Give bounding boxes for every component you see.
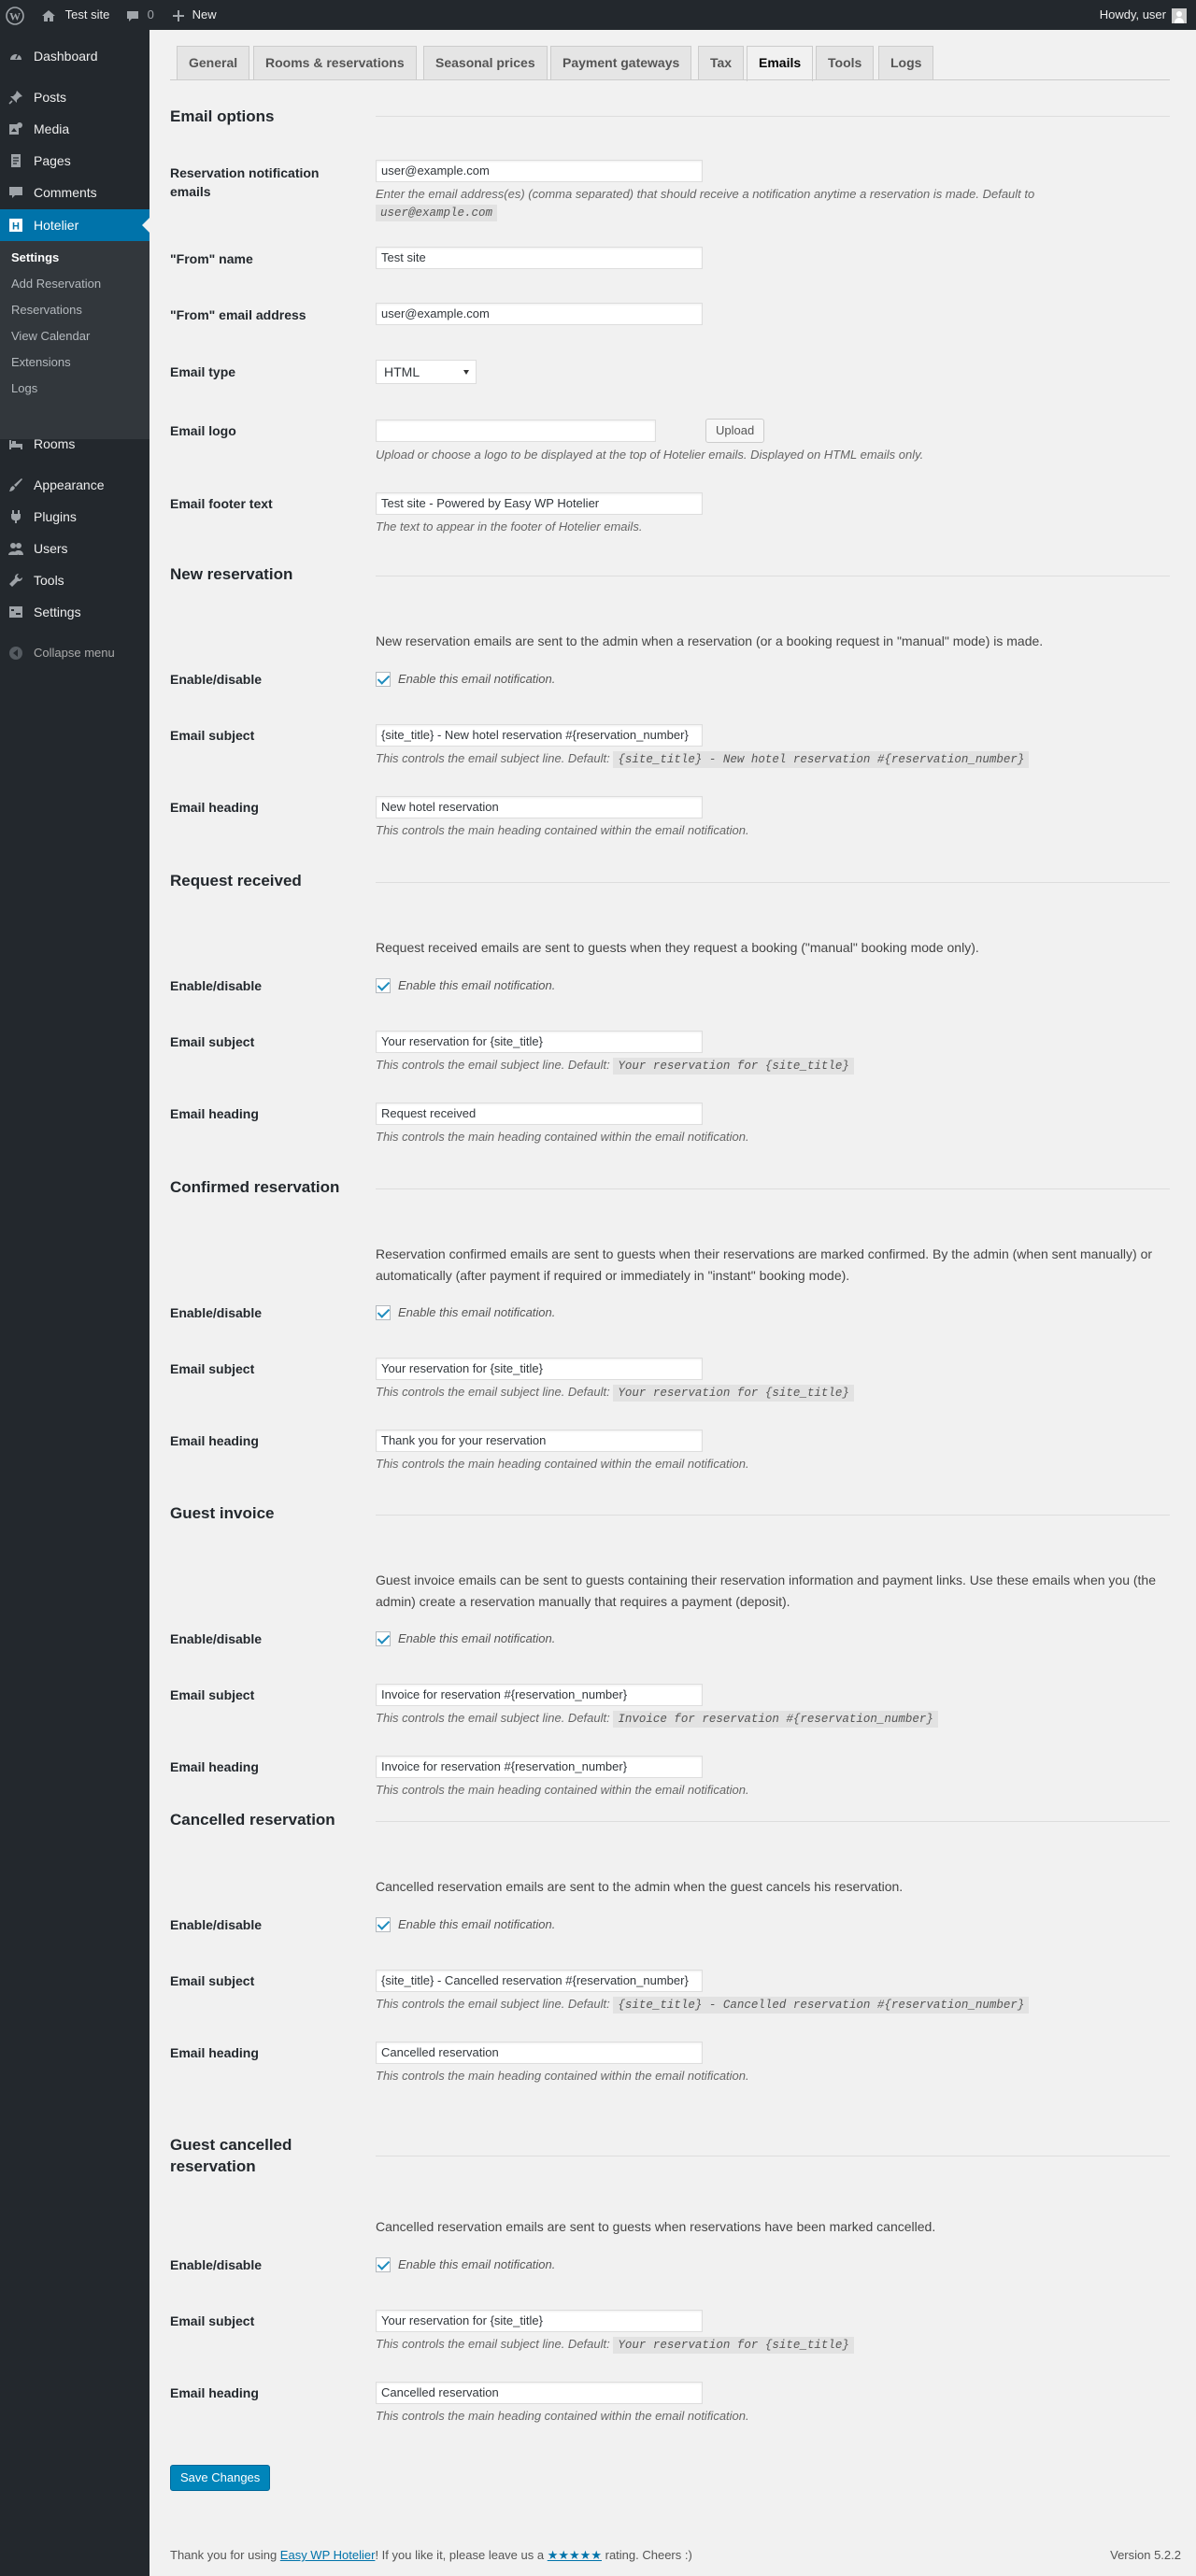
default-value: Your reservation for {site_title} (613, 2337, 854, 2354)
svg-text:H: H (12, 221, 20, 233)
submenu-item-reservations[interactable]: Reservations (11, 303, 82, 317)
section-intro: New reservation emails are sent to the admin when a reservation (or a booking request in "manual" mode) is made. (376, 633, 1044, 648)
email-heading-description: This controls the main heading contained within the email notification. (376, 1130, 749, 1144)
email-subject-label: Email subject (170, 2313, 255, 2328)
email-type-selected-value: HTML (384, 364, 420, 379)
section-title: Guest cancelled reservation (170, 2136, 292, 2175)
email-subject-input[interactable]: Your reservation for {site_title} (376, 1031, 703, 1053)
menu-item-rooms[interactable] (0, 428, 150, 460)
menu-label: Settings (34, 605, 81, 619)
settings-icon (8, 605, 23, 619)
menu-label: Dashboard (34, 49, 98, 64)
email-footer-input[interactable]: Test site - Powered by Easy WP Hotelier (376, 492, 703, 515)
brush-icon (8, 477, 23, 492)
enable-notification-checkbox[interactable] (376, 672, 391, 687)
hotelier-submenu (0, 241, 150, 439)
plus-icon (172, 9, 185, 22)
menu-item-posts[interactable] (0, 81, 150, 113)
footer-text: Thank you for using (170, 2548, 280, 2562)
submenu-item-extensions[interactable]: Extensions (11, 355, 71, 369)
email-heading-label: Email heading (170, 1759, 259, 1774)
menu-label: Tools (34, 573, 64, 588)
enable-disable-label: Enable/disable (170, 1631, 263, 1646)
email-logo-label: Email logo (170, 423, 236, 438)
email-subject-description (376, 1995, 1029, 2014)
current-indicator (142, 218, 150, 233)
my-account-link[interactable] (1100, 0, 1187, 30)
menu-label: Plugins (34, 509, 77, 524)
default-value: {site_title} - Cancelled reservation #{reservation_number} (613, 1997, 1029, 2014)
section-intro: Cancelled reservation emails are sent to guests when reservations have been marked cancelled. (376, 2219, 936, 2234)
save-changes-button[interactable]: Save Changes (170, 2465, 270, 2491)
easy-wp-hotelier-link[interactable]: Easy WP Hotelier (279, 2548, 376, 2562)
page-icon (8, 153, 23, 168)
email-heading-description: This controls the main heading contained within the email notification. (376, 1457, 749, 1471)
section-divider (376, 1515, 1170, 1516)
menu-label: Media (34, 121, 70, 136)
email-heading-input[interactable]: New hotel reservation (376, 796, 703, 818)
wordpress-logo-icon[interactable] (6, 0, 24, 30)
menu-item-dashboard[interactable] (0, 40, 150, 72)
email-subject-description (376, 1709, 938, 1729)
comments-count: 0 (147, 7, 154, 21)
submenu-item-settings[interactable]: Settings (11, 250, 60, 264)
enable-disable-label: Enable/disable (170, 672, 263, 687)
submenu-item-add-reservation[interactable]: Add Reservation (11, 277, 102, 291)
section-intro: Guest invoice emails can be sent to guests containing their reservation information and payment links. Use these emails when you (the admin) create a reservation manually that requires a payment (deposit). (376, 1573, 1156, 1609)
tab-emails[interactable]: Emails (747, 46, 813, 81)
email-logo-input[interactable] (376, 420, 656, 442)
enable-notification-label[interactable]: Enable this email notification. (398, 1917, 556, 1931)
enable-notification-label[interactable]: Enable this email notification. (398, 978, 556, 992)
email-subject-label: Email subject (170, 1034, 255, 1049)
menu-label: Comments (34, 185, 97, 200)
menu-item-plugins[interactable] (0, 501, 150, 533)
collapse-icon (8, 646, 23, 661)
enable-notification-checkbox[interactable] (376, 1631, 391, 1646)
tab-tools[interactable]: Tools (816, 46, 874, 79)
menu-label: Hotelier (34, 218, 79, 233)
avatar (1172, 8, 1187, 23)
section-intro: Reservation confirmed emails are sent to guests when their reservations are marked confirmed. By the admin (when sent manually) or automatically (after payment if required or immediately in "instant" booking mode). (376, 1246, 1153, 1283)
version-text: Version 5.2.2 (1110, 2548, 1181, 2562)
email-subject-label: Email subject (170, 1973, 255, 1988)
menu-item-settings[interactable] (0, 596, 150, 628)
section-divider (376, 882, 1170, 883)
collapse-menu-button[interactable] (0, 637, 150, 669)
email-heading-input[interactable]: Cancelled reservation (376, 2042, 703, 2064)
tab-rooms-reservations[interactable]: Rooms & reservations (253, 46, 417, 79)
enable-disable-label: Enable/disable (170, 1305, 263, 1320)
new-content-link[interactable] (172, 0, 217, 30)
home-icon (41, 8, 56, 23)
site-name-link[interactable] (41, 0, 109, 30)
default-value: Your reservation for {site_title} (613, 1385, 854, 1402)
plug-icon (8, 509, 23, 524)
reservation-notification-emails-description (376, 185, 1086, 222)
enable-disable-label: Enable/disable (170, 978, 263, 993)
rating-link[interactable]: ★★★★★ (547, 2548, 602, 2562)
new-label: New (192, 7, 217, 21)
email-heading-label: Email heading (170, 1106, 259, 1121)
description-text: Enter the email address(es) (comma separated) that should receive a notification anytime a reservation is made. Default to (376, 187, 1035, 201)
email-subject-input[interactable]: Your reservation for {site_title} (376, 2310, 703, 2332)
email-heading-label: Email heading (170, 1433, 259, 1448)
enable-notification-checkbox[interactable] (376, 978, 391, 993)
menu-item-media[interactable] (0, 113, 150, 145)
footer-text: rating. Cheers :) (602, 2548, 692, 2562)
admin-sidebar (0, 30, 150, 2576)
menu-item-pages[interactable] (0, 145, 150, 177)
section-divider (376, 116, 1170, 117)
section-title: Confirmed reservation (170, 1178, 340, 1196)
hotelier-icon (8, 218, 23, 233)
description-text: This controls the email subject line. Default: (376, 1385, 610, 1399)
tab-seasonal-prices[interactable]: Seasonal prices (423, 46, 548, 79)
menu-label: Appearance (34, 477, 105, 492)
section-title: Cancelled reservation (170, 1811, 335, 1829)
section-title: Guest invoice (170, 1504, 275, 1522)
comment-icon (8, 185, 23, 200)
enable-disable-label: Enable/disable (170, 2257, 263, 2272)
email-subject-label: Email subject (170, 1687, 255, 1702)
menu-item-comments[interactable] (0, 177, 150, 208)
email-heading-input[interactable]: Thank you for your reservation (376, 1430, 703, 1452)
menu-item-users[interactable] (0, 533, 150, 564)
description-text: This controls the email subject line. Default: (376, 2337, 610, 2351)
enable-notification-label[interactable]: Enable this email notification. (398, 672, 556, 686)
tab-tax[interactable]: Tax (698, 46, 744, 79)
description-text: This controls the email subject line. Default: (376, 1711, 610, 1725)
enable-notification-label[interactable]: Enable this email notification. (398, 2257, 556, 2271)
menu-label: Posts (34, 90, 67, 105)
email-heading-input[interactable]: Invoice for reservation #{reservation_number} (376, 1756, 703, 1778)
admin-footer-text (170, 2548, 692, 2563)
email-heading-input[interactable]: Cancelled reservation (376, 2382, 703, 2404)
email-heading-label: Email heading (170, 800, 259, 815)
enable-disable-label: Enable/disable (170, 1917, 263, 1932)
email-logo-description: Upload or choose a logo to be displayed at the top of Hotelier emails. Displayed on HTML emails only. (376, 448, 924, 462)
email-heading-label: Email heading (170, 2385, 259, 2400)
description-text: This controls the email subject line. Default: (376, 1997, 610, 2011)
tab-payment-gateways[interactable]: Payment gateways (550, 46, 691, 79)
email-subject-input[interactable]: {site_title} - New hotel reservation #{reservation_number} (376, 724, 703, 747)
email-heading-description: This controls the main heading contained within the email notification. (376, 2069, 749, 2083)
footer-text: ! If you like it, please leave us a (375, 2548, 548, 2562)
email-subject-description (376, 2335, 854, 2355)
default-value: {site_title} - New hotel reservation #{reservation_number} (613, 751, 1029, 768)
menu-item-appearance[interactable] (0, 469, 150, 501)
email-type-label: Email type (170, 364, 236, 379)
media-icon (8, 121, 23, 136)
default-value: Your reservation for {site_title} (613, 1058, 854, 1075)
submenu-item-logs[interactable]: Logs (11, 381, 38, 395)
email-heading-description: This controls the main heading contained within the email notification. (376, 1783, 749, 1797)
from-name-label: "From" name (170, 251, 253, 266)
section-intro: Request received emails are sent to guests when they request a booking ("manual" booking mode only). (376, 940, 979, 955)
email-type-select[interactable] (376, 360, 477, 384)
section-divider (376, 1188, 1170, 1189)
email-subject-label: Email subject (170, 728, 255, 743)
dashboard-icon (8, 49, 23, 64)
comments-link[interactable] (125, 0, 154, 30)
submenu-item-view-calendar[interactable]: View Calendar (11, 329, 91, 343)
default-value: Invoice for reservation #{reservation_number} (613, 1711, 938, 1728)
enable-notification-checkbox[interactable] (376, 1305, 391, 1320)
enable-notification-checkbox[interactable] (376, 1917, 391, 1932)
enable-notification-checkbox[interactable] (376, 2257, 391, 2272)
reservation-notification-emails-label: Reservation notification emails (170, 165, 320, 199)
collapse-label: Collapse menu (34, 646, 115, 660)
email-footer-description: The text to appear in the footer of Hotelier emails. (376, 519, 643, 534)
menu-item-hotelier[interactable] (0, 209, 150, 241)
section-title: New reservation (170, 565, 293, 583)
menu-label: Pages (34, 153, 71, 168)
tab-divider (170, 79, 1170, 80)
users-icon (8, 541, 23, 556)
menu-label: Users (34, 541, 68, 556)
enable-notification-label[interactable]: Enable this email notification. (398, 1305, 556, 1319)
description-text: This controls the email subject line. Default: (376, 751, 610, 765)
email-heading-input[interactable]: Request received (376, 1103, 703, 1125)
menu-item-tools[interactable] (0, 564, 150, 596)
email-subject-description (376, 1056, 854, 1075)
bed-icon (8, 436, 23, 451)
email-heading-description: This controls the main heading contained within the email notification. (376, 823, 749, 837)
description-text: This controls the email subject line. Default: (376, 1058, 610, 1072)
comment-icon (125, 8, 140, 23)
svg-text:W: W (9, 9, 21, 23)
email-subject-description (376, 749, 1029, 769)
email-subject-input[interactable]: Your reservation for {site_title} (376, 1358, 703, 1380)
menu-label: Rooms (34, 436, 76, 451)
reservation-notification-emails-input[interactable]: user@example.com (376, 160, 703, 182)
tab-logs[interactable]: Logs (878, 46, 933, 79)
email-subject-input[interactable]: {site_title} - Cancelled reservation #{reservation_number} (376, 1970, 703, 1992)
section-intro: Cancelled reservation emails are sent to the admin when the guest cancels his reservation. (376, 1879, 904, 1894)
tab-general[interactable]: General (177, 46, 249, 79)
section-divider (376, 1821, 1170, 1822)
howdy-text: Howdy, user (1099, 7, 1166, 21)
upload-button[interactable]: Upload (705, 419, 764, 443)
wrench-icon (8, 573, 23, 588)
email-subject-description (376, 1383, 854, 1402)
section-title-email-options: Email options (170, 107, 275, 125)
email-heading-description: This controls the main heading contained within the email notification. (376, 2409, 749, 2423)
from-name-input[interactable]: Test site (376, 247, 703, 269)
site-name: Test site (64, 7, 110, 21)
default-value: user@example.com (376, 205, 497, 221)
enable-notification-label[interactable]: Enable this email notification. (398, 1631, 556, 1645)
email-subject-input[interactable]: Invoice for reservation #{reservation_number} (376, 1684, 703, 1706)
section-title: Request received (170, 872, 302, 890)
email-footer-label: Email footer text (170, 496, 273, 511)
email-subject-label: Email subject (170, 1361, 255, 1376)
email-heading-label: Email heading (170, 2045, 259, 2060)
admin-bar (0, 0, 1196, 30)
from-email-input[interactable]: user@example.com (376, 303, 703, 325)
pin-icon (8, 90, 23, 105)
from-email-label: "From" email address (170, 307, 306, 322)
